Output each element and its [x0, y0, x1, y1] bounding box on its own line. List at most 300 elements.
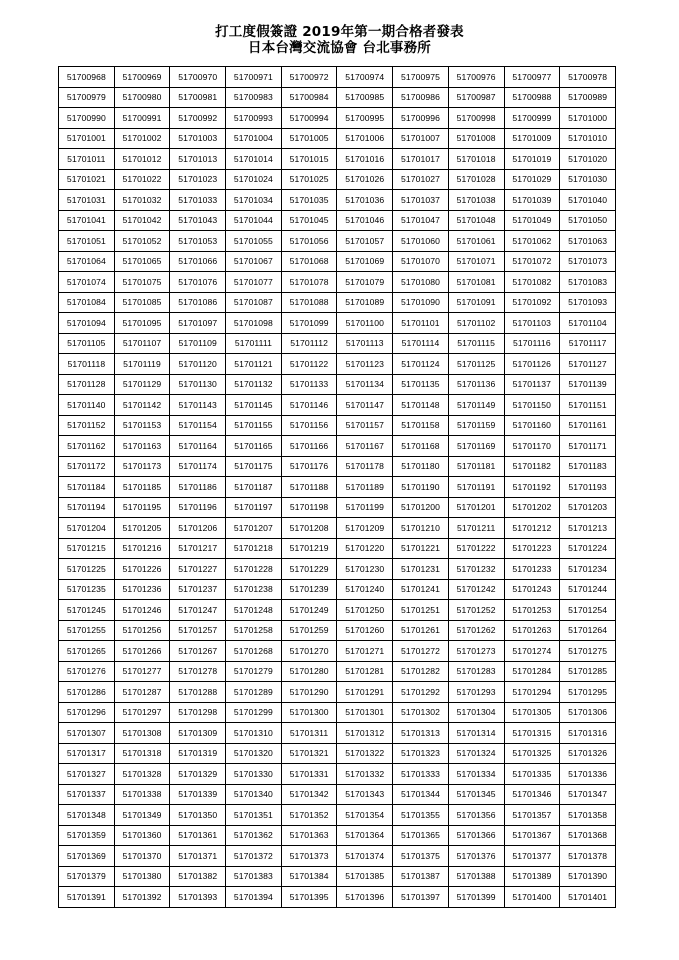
table-cell: 51701363 [281, 825, 337, 846]
table-row [59, 723, 616, 744]
table-cell: 51701206 [170, 518, 226, 539]
table-cell: 51701087 [226, 292, 282, 313]
table-cell: 51701338 [114, 784, 170, 805]
table-cell: 51701233 [504, 559, 560, 580]
table-cell: 51701009 [504, 128, 560, 149]
table-cell: 51700968 [59, 67, 115, 88]
table-cell: 51701256 [114, 620, 170, 641]
table-cell: 51701164 [170, 436, 226, 457]
table-cell: 51701112 [281, 333, 337, 354]
table-cell: 51701091 [448, 292, 504, 313]
table-cell: 51700975 [393, 67, 449, 88]
table-cell: 51701379 [59, 866, 115, 887]
table-cell: 51701176 [281, 456, 337, 477]
table-cell: 51701149 [448, 395, 504, 416]
table-cell: 51701372 [226, 846, 282, 867]
table-cell: 51701219 [281, 538, 337, 559]
table-cell: 51701291 [337, 682, 393, 703]
table-cell: 51700988 [504, 87, 560, 108]
table-row [59, 395, 616, 416]
table-cell: 51700979 [59, 87, 115, 108]
table-cell: 51701349 [114, 805, 170, 826]
table-cell: 51701232 [448, 559, 504, 580]
table-cell: 51701154 [170, 415, 226, 436]
table-cell: 51701267 [170, 641, 226, 662]
table-row [59, 251, 616, 272]
table-cell: 51701032 [114, 190, 170, 211]
table-cell: 51701283 [448, 661, 504, 682]
table-cell: 51701159 [448, 415, 504, 436]
table-cell: 51701148 [393, 395, 449, 416]
table-cell: 51701373 [281, 846, 337, 867]
table-row [59, 190, 616, 211]
table-cell: 51701205 [114, 518, 170, 539]
table-row [59, 743, 616, 764]
table-cell: 51701157 [337, 415, 393, 436]
table-cell: 51701225 [59, 559, 115, 580]
table-cell: 51701003 [170, 128, 226, 149]
table-cell: 51701152 [59, 415, 115, 436]
table-cell: 51701331 [281, 764, 337, 785]
table-cell: 51701025 [281, 169, 337, 190]
table-cell: 51701383 [226, 866, 282, 887]
table-cell: 51701000 [560, 108, 616, 129]
table-cell: 51701375 [393, 846, 449, 867]
table-row [59, 600, 616, 621]
table-cell: 51701007 [393, 128, 449, 149]
table-cell: 51701332 [337, 764, 393, 785]
table-cell: 51701292 [393, 682, 449, 703]
table-cell: 51701371 [170, 846, 226, 867]
table-cell: 51700971 [226, 67, 282, 88]
table-cell: 51701200 [393, 497, 449, 518]
table-cell: 51701302 [393, 702, 449, 723]
table-cell: 51701169 [448, 436, 504, 457]
table-row [59, 518, 616, 539]
table-cell: 51701047 [393, 210, 449, 231]
table-cell: 51701022 [114, 169, 170, 190]
table-cell: 51701279 [226, 661, 282, 682]
table-cell: 51701046 [337, 210, 393, 231]
table-cell: 51701217 [170, 538, 226, 559]
table-cell: 51701198 [281, 497, 337, 518]
table-cell: 51701342 [281, 784, 337, 805]
table-cell: 51701246 [114, 600, 170, 621]
table-cell: 51701128 [59, 374, 115, 395]
table-cell: 51701346 [504, 784, 560, 805]
table-row [59, 682, 616, 703]
table-cell: 51700994 [281, 108, 337, 129]
table-cell: 51701146 [281, 395, 337, 416]
table-cell: 51701336 [560, 764, 616, 785]
applicant-number-table-body [59, 67, 616, 908]
table-cell: 51701062 [504, 231, 560, 252]
table-cell: 51701145 [226, 395, 282, 416]
table-cell: 51701188 [281, 477, 337, 498]
table-row [59, 313, 616, 334]
table-cell: 51701168 [393, 436, 449, 457]
table-cell: 51701243 [504, 579, 560, 600]
table-cell: 51701393 [170, 887, 226, 908]
table-cell: 51701202 [504, 497, 560, 518]
table-cell: 51701213 [560, 518, 616, 539]
table-cell: 51701316 [560, 723, 616, 744]
table-cell: 51701247 [170, 600, 226, 621]
table-cell: 51701027 [393, 169, 449, 190]
table-cell: 51701272 [393, 641, 449, 662]
table-cell: 51701014 [226, 149, 282, 170]
table-cell: 51701015 [281, 149, 337, 170]
table-cell: 51701220 [337, 538, 393, 559]
table-cell: 51701139 [560, 374, 616, 395]
table-cell: 51701151 [560, 395, 616, 416]
table-cell: 51701304 [448, 702, 504, 723]
table-cell: 51700977 [504, 67, 560, 88]
table-cell: 51701069 [337, 251, 393, 272]
table-cell: 51701093 [560, 292, 616, 313]
table-cell: 51701126 [504, 354, 560, 375]
table-cell: 51701185 [114, 477, 170, 498]
table-cell: 51701090 [393, 292, 449, 313]
table-cell: 51701329 [170, 764, 226, 785]
table-cell: 51701370 [114, 846, 170, 867]
table-cell: 51701235 [59, 579, 115, 600]
table-cell: 51701374 [337, 846, 393, 867]
table-cell: 51701031 [59, 190, 115, 211]
table-cell: 51701190 [393, 477, 449, 498]
table-cell: 51701300 [281, 702, 337, 723]
table-cell: 51701359 [59, 825, 115, 846]
table-cell: 51701254 [560, 600, 616, 621]
table-cell: 51701028 [448, 169, 504, 190]
table-cell: 51701077 [226, 272, 282, 293]
table-row [59, 477, 616, 498]
document-title: 打工度假簽證 2019年第一期合格者發表 [215, 24, 464, 40]
table-cell: 51701378 [560, 846, 616, 867]
table-cell: 51701252 [448, 600, 504, 621]
table-cell: 51701103 [504, 313, 560, 334]
table-cell: 51701187 [226, 477, 282, 498]
table-cell: 51701340 [226, 784, 282, 805]
table-cell: 51701317 [59, 743, 115, 764]
table-cell: 51701172 [59, 456, 115, 477]
table-cell: 51701041 [59, 210, 115, 231]
table-cell: 51701067 [226, 251, 282, 272]
table-cell: 51701099 [281, 313, 337, 334]
table-cell: 51701236 [114, 579, 170, 600]
table-row [59, 825, 616, 846]
table-row [59, 846, 616, 867]
table-cell: 51701180 [393, 456, 449, 477]
table-cell: 51701081 [448, 272, 504, 293]
table-cell: 51701045 [281, 210, 337, 231]
table-cell: 51701282 [393, 661, 449, 682]
table-cell: 51701002 [114, 128, 170, 149]
table-cell: 51701167 [337, 436, 393, 457]
table-cell: 51701020 [560, 149, 616, 170]
table-cell: 51701224 [560, 538, 616, 559]
table-cell: 51701222 [448, 538, 504, 559]
table-cell: 51701399 [448, 887, 504, 908]
table-cell: 51701029 [504, 169, 560, 190]
table-cell: 51701362 [226, 825, 282, 846]
table-cell: 51701160 [504, 415, 560, 436]
table-cell: 51701366 [448, 825, 504, 846]
table-cell: 51700985 [337, 87, 393, 108]
table-cell: 51701211 [448, 518, 504, 539]
table-cell: 51700992 [170, 108, 226, 129]
table-cell: 51701337 [59, 784, 115, 805]
table-cell: 51701094 [59, 313, 115, 334]
table-cell: 51701387 [393, 866, 449, 887]
table-cell: 51701116 [504, 333, 560, 354]
table-cell: 51701119 [114, 354, 170, 375]
table-cell: 51701123 [337, 354, 393, 375]
table-cell: 51701390 [560, 866, 616, 887]
table-cell: 51701101 [393, 313, 449, 334]
table-cell: 51700976 [448, 67, 504, 88]
table-cell: 51701162 [59, 436, 115, 457]
table-cell: 51701298 [170, 702, 226, 723]
table-cell: 51701266 [114, 641, 170, 662]
table-cell: 51701325 [504, 743, 560, 764]
table-cell: 51701396 [337, 887, 393, 908]
table-cell: 51701210 [393, 518, 449, 539]
table-row [59, 292, 616, 313]
table-cell: 51701052 [114, 231, 170, 252]
table-cell: 51701196 [170, 497, 226, 518]
table-cell: 51701209 [337, 518, 393, 539]
table-cell: 51701339 [170, 784, 226, 805]
table-cell: 51701249 [281, 600, 337, 621]
table-cell: 51701118 [59, 354, 115, 375]
table-cell: 51701064 [59, 251, 115, 272]
table-cell: 51701360 [114, 825, 170, 846]
table-cell: 51701140 [59, 395, 115, 416]
table-cell: 51701026 [337, 169, 393, 190]
table-cell: 51701084 [59, 292, 115, 313]
table-cell: 51701073 [560, 251, 616, 272]
table-row [59, 702, 616, 723]
table-cell: 51701016 [337, 149, 393, 170]
table-cell: 51700970 [170, 67, 226, 88]
document-header [0, 24, 679, 56]
table-cell: 51701377 [504, 846, 560, 867]
table-cell: 51701127 [560, 354, 616, 375]
table-cell: 51701197 [226, 497, 282, 518]
table-cell: 51701040 [560, 190, 616, 211]
table-cell: 51701231 [393, 559, 449, 580]
table-row [59, 805, 616, 826]
table-cell: 51701310 [226, 723, 282, 744]
table-cell: 51701034 [226, 190, 282, 211]
table-cell: 51701203 [560, 497, 616, 518]
table-cell: 51701193 [560, 477, 616, 498]
table-cell: 51701143 [170, 395, 226, 416]
table-cell: 51701050 [560, 210, 616, 231]
table-cell: 51701271 [337, 641, 393, 662]
table-cell: 51701295 [560, 682, 616, 703]
table-cell: 51701053 [170, 231, 226, 252]
table-cell: 51701281 [337, 661, 393, 682]
table-cell: 51701056 [281, 231, 337, 252]
table-cell: 51701274 [504, 641, 560, 662]
table-cell: 51701117 [560, 333, 616, 354]
table-cell: 51701008 [448, 128, 504, 149]
table-cell: 51701261 [393, 620, 449, 641]
table-cell: 51701182 [504, 456, 560, 477]
table-cell: 51701347 [560, 784, 616, 805]
table-cell: 51701038 [448, 190, 504, 211]
table-cell: 51701057 [337, 231, 393, 252]
table-row [59, 333, 616, 354]
table-cell: 51701369 [59, 846, 115, 867]
table-row [59, 354, 616, 375]
table-cell: 51701234 [560, 559, 616, 580]
table-cell: 51701357 [504, 805, 560, 826]
table-cell: 51701086 [170, 292, 226, 313]
table-cell: 51701043 [170, 210, 226, 231]
table-row [59, 866, 616, 887]
applicant-number-table [58, 66, 616, 908]
table-cell: 51701319 [170, 743, 226, 764]
table-cell: 51701051 [59, 231, 115, 252]
table-cell: 51701301 [337, 702, 393, 723]
table-cell: 51701017 [393, 149, 449, 170]
table-cell: 51701142 [114, 395, 170, 416]
table-cell: 51701297 [114, 702, 170, 723]
table-row [59, 456, 616, 477]
table-cell: 51701083 [560, 272, 616, 293]
table-row [59, 67, 616, 88]
table-row [59, 272, 616, 293]
table-row [59, 415, 616, 436]
table-cell: 51701175 [226, 456, 282, 477]
table-cell: 51700978 [560, 67, 616, 88]
table-cell: 51700969 [114, 67, 170, 88]
table-cell: 51701068 [281, 251, 337, 272]
table-cell: 51700972 [281, 67, 337, 88]
table-cell: 51701184 [59, 477, 115, 498]
table-cell: 51701207 [226, 518, 282, 539]
table-cell: 51701156 [281, 415, 337, 436]
table-cell: 51701189 [337, 477, 393, 498]
table-cell: 51701385 [337, 866, 393, 887]
table-cell: 51701153 [114, 415, 170, 436]
table-cell: 51701194 [59, 497, 115, 518]
table-cell: 51701376 [448, 846, 504, 867]
table-cell: 51701326 [560, 743, 616, 764]
table-cell: 51701394 [226, 887, 282, 908]
table-cell: 51701263 [504, 620, 560, 641]
table-cell: 51701242 [448, 579, 504, 600]
table-cell: 51701324 [448, 743, 504, 764]
table-row [59, 210, 616, 231]
table-cell: 51701165 [226, 436, 282, 457]
table-cell: 51701076 [170, 272, 226, 293]
table-cell: 51701392 [114, 887, 170, 908]
table-cell: 51701181 [448, 456, 504, 477]
table-cell: 51701365 [393, 825, 449, 846]
table-cell: 51701248 [226, 600, 282, 621]
table-cell: 51701223 [504, 538, 560, 559]
table-cell: 51701109 [170, 333, 226, 354]
table-cell: 51701049 [504, 210, 560, 231]
table-cell: 51701384 [281, 866, 337, 887]
table-cell: 51701391 [59, 887, 115, 908]
table-cell: 51701382 [170, 866, 226, 887]
table-cell: 51701221 [393, 538, 449, 559]
table-row [59, 559, 616, 580]
table-cell: 51701042 [114, 210, 170, 231]
table-cell: 51701275 [560, 641, 616, 662]
table-cell: 51701195 [114, 497, 170, 518]
table-cell: 51701173 [114, 456, 170, 477]
table-cell: 51701380 [114, 866, 170, 887]
table-cell: 51701105 [59, 333, 115, 354]
table-cell: 51701088 [281, 292, 337, 313]
table-cell: 51701121 [226, 354, 282, 375]
table-cell: 51700991 [114, 108, 170, 129]
table-cell: 51701227 [170, 559, 226, 580]
table-cell: 51701065 [114, 251, 170, 272]
table-cell: 51701259 [281, 620, 337, 641]
table-cell: 51701078 [281, 272, 337, 293]
table-cell: 51701352 [281, 805, 337, 826]
table-cell: 51701125 [448, 354, 504, 375]
table-cell: 51701098 [226, 313, 282, 334]
table-row [59, 87, 616, 108]
table-row [59, 374, 616, 395]
table-cell: 51701245 [59, 600, 115, 621]
table-cell: 51701228 [226, 559, 282, 580]
table-cell: 51701070 [393, 251, 449, 272]
table-row [59, 579, 616, 600]
table-cell: 51701111 [226, 333, 282, 354]
table-cell: 51701364 [337, 825, 393, 846]
table-cell: 51701024 [226, 169, 282, 190]
table-cell: 51701048 [448, 210, 504, 231]
table-cell: 51701306 [560, 702, 616, 723]
table-cell: 51700983 [226, 87, 282, 108]
table-cell: 51701208 [281, 518, 337, 539]
table-cell: 51701134 [337, 374, 393, 395]
table-cell: 51701085 [114, 292, 170, 313]
table-cell: 51701080 [393, 272, 449, 293]
table-cell: 51701344 [393, 784, 449, 805]
table-cell: 51701166 [281, 436, 337, 457]
table-cell: 51701215 [59, 538, 115, 559]
table-cell: 51701276 [59, 661, 115, 682]
table-cell: 51701183 [560, 456, 616, 477]
table-cell: 51701120 [170, 354, 226, 375]
table-cell: 51701066 [170, 251, 226, 272]
table-cell: 51701293 [448, 682, 504, 703]
table-row [59, 149, 616, 170]
table-cell: 51701258 [226, 620, 282, 641]
table-cell: 51701226 [114, 559, 170, 580]
table-cell: 51701309 [170, 723, 226, 744]
table-row [59, 436, 616, 457]
table-cell: 51701350 [170, 805, 226, 826]
table-cell: 51701147 [337, 395, 393, 416]
table-cell: 51701158 [393, 415, 449, 436]
table-cell: 51701367 [504, 825, 560, 846]
table-cell: 51701241 [393, 579, 449, 600]
table-cell: 51701397 [393, 887, 449, 908]
table-cell: 51701010 [560, 128, 616, 149]
table-cell: 51701155 [226, 415, 282, 436]
